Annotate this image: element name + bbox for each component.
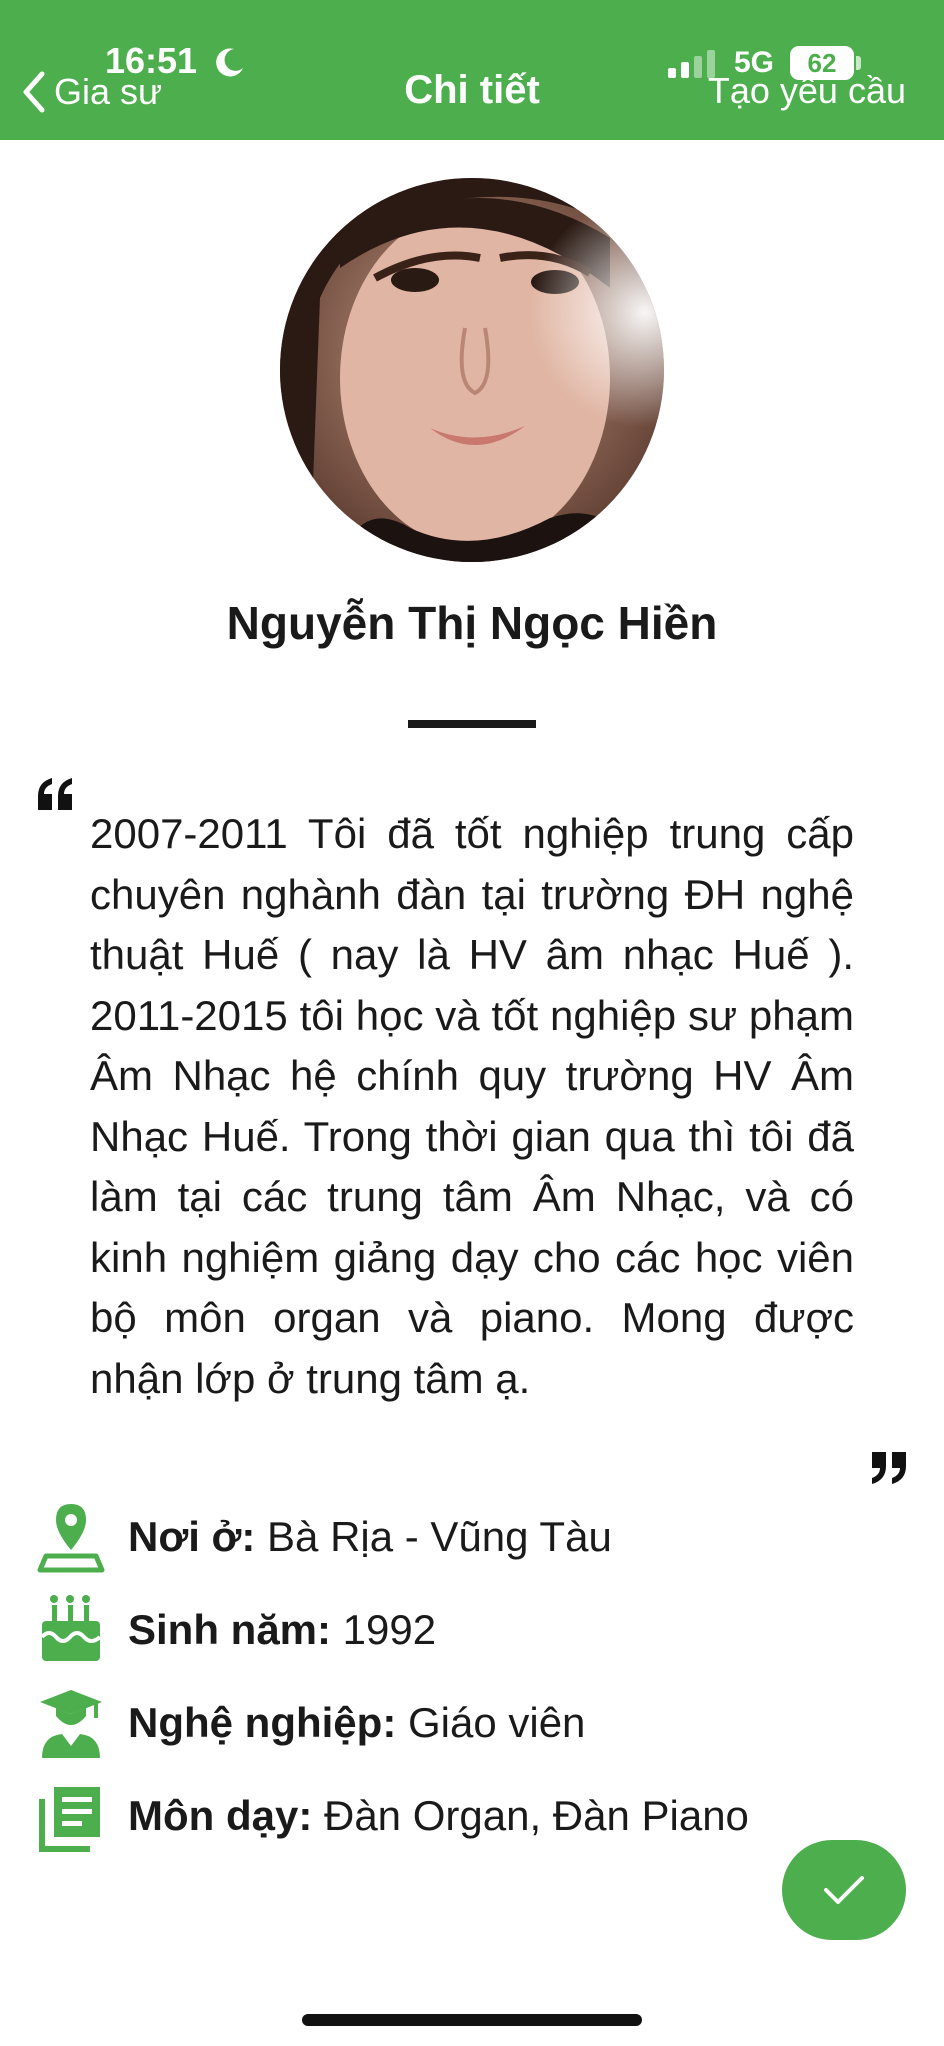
- home-indicator: [302, 2014, 642, 2026]
- birth-year-text: [128, 1606, 436, 1654]
- subjects-value: Đàn Organ, Đàn Piano: [312, 1792, 749, 1839]
- confirm-fab-button[interactable]: [782, 1840, 906, 1940]
- birth-year-label: Sinh năm:: [128, 1606, 332, 1653]
- residence-label: Nơi ở:: [128, 1513, 256, 1560]
- quote-open-icon: [36, 776, 76, 812]
- subjects-label: Môn dạy:: [128, 1792, 313, 1839]
- back-label: Gia sư: [54, 71, 163, 112]
- avatar: [280, 178, 664, 562]
- bio-text: 2007-2011 Tôi đã tốt nghiệp trung cấp chuyên nghành đàn tại trường ĐH nghệ thuật Huế ( nay là HV âm nhạc Huế ). 2011-2015 tôi học và tốt nghiệp sư phạm Âm Nhạc hệ chính quy trường HV Âm Nhạc Huế. Trong thời gian qua thì tôi đã làm tại các trung tâm Âm Nhạc, và có kinh nghiệm giảng dạy cho các học viên bộ môn organ và piano. Mong được nhận lớp ở trung tâm ạ.: [90, 810, 854, 1402]
- birthday-cake-icon: [36, 1593, 106, 1667]
- status-time: 16:51: [105, 40, 198, 81]
- network-type: 5G: [734, 46, 775, 79]
- occupation-label: Nghệ nghiệp:: [128, 1699, 397, 1746]
- top-navigation-bar: [0, 0, 944, 140]
- birth-year-value: 1992: [331, 1606, 437, 1653]
- info-row-occupation: [36, 1686, 916, 1760]
- occupation-text: [128, 1699, 585, 1747]
- info-row-residence: [36, 1500, 916, 1574]
- info-row-subjects: [36, 1779, 916, 1853]
- checkmark-icon: [822, 1872, 866, 1908]
- occupation-value: Giáo viên: [396, 1699, 586, 1746]
- profile-photo: [280, 178, 664, 562]
- page-title: Chi tiết: [404, 68, 540, 112]
- divider: [408, 720, 536, 728]
- subjects-text: [128, 1792, 749, 1840]
- quote-close-icon: [868, 1450, 908, 1486]
- battery-icon: 62: [790, 46, 854, 80]
- info-row-birth-year: [36, 1593, 916, 1667]
- subjects-list-icon: [36, 1779, 106, 1853]
- tutor-name: Nguyễn Thị Ngọc Hiền: [226, 597, 718, 649]
- graduate-icon: [36, 1686, 106, 1760]
- residence-text: [128, 1513, 612, 1561]
- location-pin-icon: [36, 1500, 106, 1574]
- residence-value: Bà Rịa - Vũng Tàu: [255, 1513, 612, 1560]
- create-request-button[interactable]: Tạo yêu cầu: [707, 70, 906, 111]
